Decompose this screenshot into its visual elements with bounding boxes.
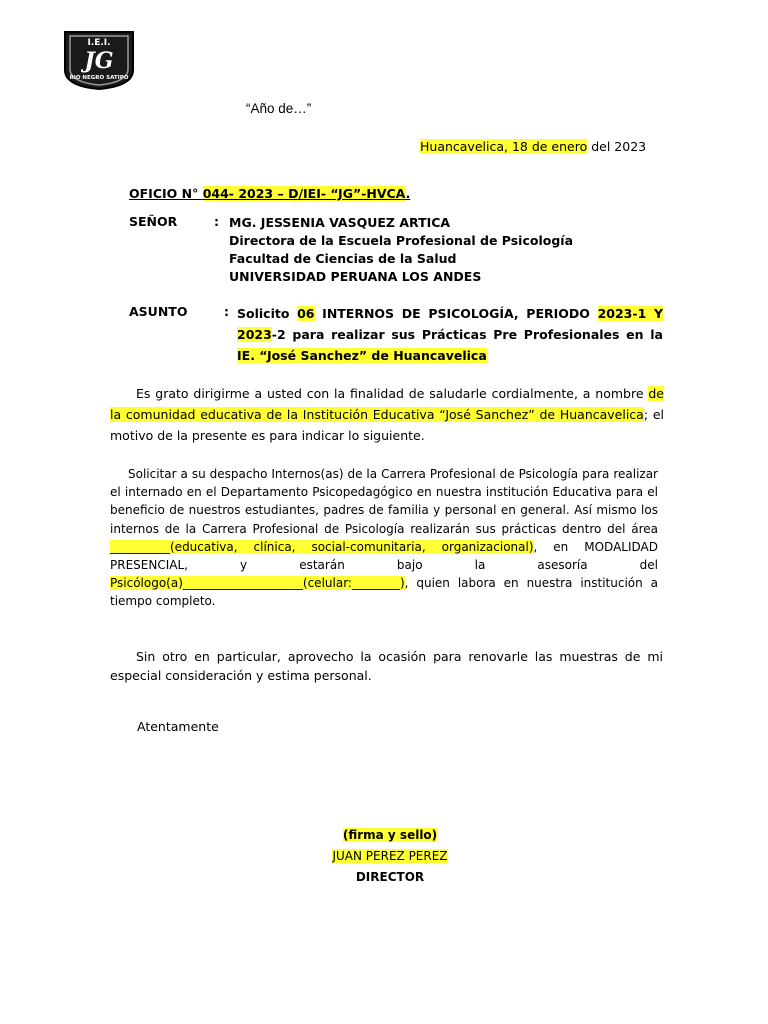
senor-label: SEÑOR — [129, 214, 178, 229]
asunto-label: ASUNTO — [129, 304, 188, 319]
signature-title: DIRECTOR — [355, 870, 425, 884]
asunto-highlight-school: IE. “José Sanchez” de Huancavelica — [237, 348, 487, 363]
request-part: , quien labora en nuestra institución a tiempo completo. — [110, 576, 658, 609]
paragraph-request — [110, 465, 658, 611]
greeting-part: ; el motivo de la presente es para indicar lo siguiente. — [110, 407, 664, 443]
oficio-prefix: OFICIO N° — [129, 186, 203, 201]
dateline-year: del 2023 — [587, 139, 647, 154]
asunto-text — [237, 303, 663, 366]
addressee-university: UNIVERSIDAD PERUANA LOS ANDES — [229, 269, 482, 284]
signature-name-text: JUAN PEREZ PEREZ — [332, 849, 448, 863]
request-highlight-psychologist: Psicólogo(a)____________________(celular:________) — [110, 576, 405, 591]
signature-name — [250, 849, 530, 863]
oficio-reference — [129, 186, 410, 201]
asunto-part: INTERNOS DE PSICOLOGÍA, PERIODO — [314, 306, 598, 321]
paragraph-greeting — [110, 383, 664, 446]
asunto-part: -2 para realizar sus Prácticas Pre Profesionales en la — [271, 327, 663, 342]
request-part: Solicitar a su despacho Internos(as) de la Carrera Profesional de Psicología para realizar el internado en el Departamento Psicopedagógico en nuestra institución Educativa para el beneficio de nuestros estudiantes, padres de familia y personal en general. Así mismo los internos de la Carrera Profesional de Psicología realizarán sus prácticas dentro del área — [110, 467, 658, 536]
senor-colon: : — [214, 214, 219, 229]
logo-top-text: I.E.I. — [87, 38, 111, 48]
asunto-colon: : — [224, 304, 229, 319]
request-part: , en MODALIDAD PRESENCIAL, y estarán bajo la asesoría del — [110, 539, 658, 573]
logo-monogram: JG — [84, 48, 114, 74]
dateline — [420, 139, 646, 154]
shield-logo-icon — [61, 30, 137, 90]
signature-firma — [250, 828, 530, 842]
asunto-highlight-period: 2023-1 Y 2023 — [237, 306, 663, 342]
request-highlight-area: __________(educativa, clínica, social-comunitaria, organizacional) — [110, 539, 534, 554]
oficio-number: 044- 2023 – D/IEI- “JG”-HVCA — [202, 186, 406, 201]
oficio-suffix: . — [405, 186, 411, 201]
addressee-block — [229, 214, 573, 286]
asunto-part: Solicito — [237, 306, 298, 321]
school-logo — [61, 30, 137, 90]
dateline-place-date: Huancavelica, 18 de enero — [420, 139, 588, 154]
addressee-position: Directora de la Escuela Profesional de Psicología — [229, 233, 574, 248]
closing: Atentamente — [137, 719, 219, 734]
signature-firma-text: (firma y sello) — [342, 828, 438, 842]
addressee-faculty: Facultad de Ciencias de la Salud — [229, 251, 457, 266]
logo-bottom-text: RIO NEGRO SATIPO — [69, 75, 129, 81]
addressee-name: MG. JESSENIA VASQUEZ ARTICA — [229, 215, 451, 230]
year-header: “Año de…” — [246, 101, 312, 116]
farewell-text: Sin otro en particular, aprovecho la ocasión para renovarle las muestras de mi especial consideración y estima personal. — [110, 649, 663, 683]
asunto-highlight-count: 06 — [297, 306, 315, 321]
greeting-part: Es grato dirigirme a usted con la finalidad de saludarle cordialmente, a nombre — [136, 386, 649, 401]
greeting-highlight: de la comunidad educativa de la Institución Educativa “José Sanchez” de Huancavelica — [110, 386, 664, 422]
paragraph-farewell — [110, 648, 663, 685]
